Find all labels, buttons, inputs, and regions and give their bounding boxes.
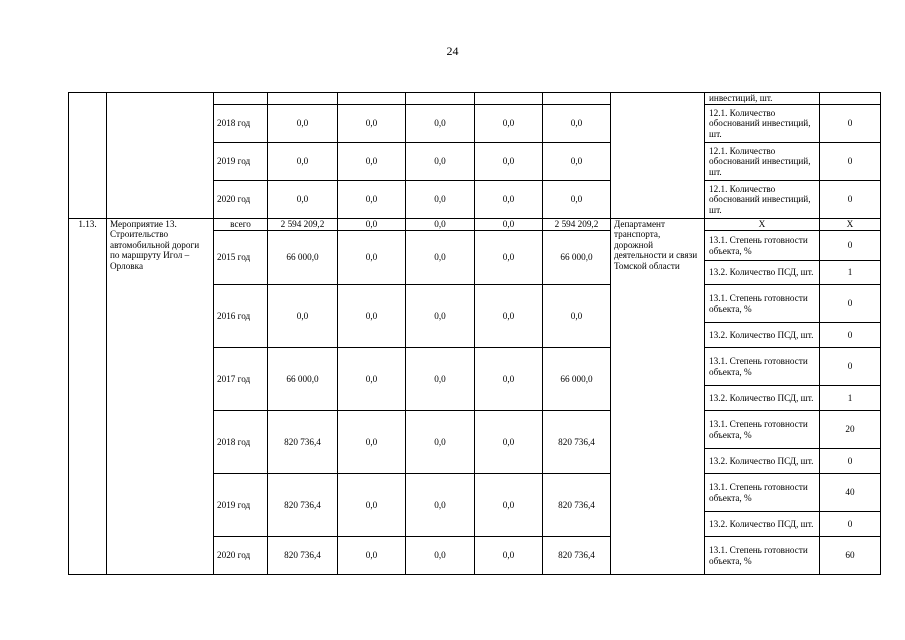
indicator-cell: 12.1. Количество обоснований инвестиций, шт.: [705, 181, 820, 219]
value-cell: 0,0: [406, 348, 475, 411]
value-cell: 0,0: [406, 105, 475, 143]
target-cell: 0: [820, 181, 881, 219]
value-cell: 0,0: [543, 105, 611, 143]
year-cell: 2017 год: [214, 348, 268, 411]
indicator-cell: 12.1. Количество обоснований инвестиций, шт.: [705, 143, 820, 181]
value-cell: 0,0: [338, 181, 406, 219]
value-cell: 820 736,4: [543, 474, 611, 537]
value-cell: 66 000,0: [543, 348, 611, 411]
value-cell: 0,0: [338, 537, 406, 575]
year-cell: 2018 год: [214, 105, 268, 143]
value-cell: 0,0: [475, 537, 543, 575]
value-cell: 0,0: [475, 219, 543, 231]
value-cell: 0,0: [268, 105, 338, 143]
indicator-cell: 13.2. Количество ПСД, шт.: [705, 323, 820, 348]
indicator-cell: 13.1. Степень готовности объекта, %: [705, 411, 820, 449]
indicator-cell: 13.2. Количество ПСД, шт.: [705, 386, 820, 411]
value-cell: 66 000,0: [268, 231, 338, 285]
value-cell: 0,0: [543, 143, 611, 181]
cont-title-cell: [107, 93, 214, 219]
value-cell: 0,0: [268, 143, 338, 181]
value-cell: 820 736,4: [543, 411, 611, 474]
value-cell: 2 594 209,2: [268, 219, 338, 231]
value-cell: 0,0: [406, 219, 475, 231]
value-cell: 66 000,0: [543, 231, 611, 285]
value-cell: 0,0: [475, 231, 543, 285]
value-cell: 0,0: [406, 474, 475, 537]
value-cell: 0,0: [475, 348, 543, 411]
target-cell: 40: [820, 474, 881, 512]
value-cell: 0,0: [543, 285, 611, 348]
target-cell: 0: [820, 231, 881, 261]
total-label: всего: [214, 219, 268, 231]
table-row: [69, 93, 881, 105]
value-cell: 0,0: [406, 411, 475, 474]
year-cell: 2020 год: [214, 537, 268, 575]
year-cell: 2019 год: [214, 474, 268, 537]
value-cell: 0,0: [338, 105, 406, 143]
indicator-cell: 13.2. Количество ПСД, шт.: [705, 512, 820, 537]
target-cell: 1: [820, 261, 881, 285]
page-number: 24: [446, 44, 459, 58]
target-cell: 0: [820, 143, 881, 181]
value-cell: 0,0: [338, 143, 406, 181]
value-cell: 0,0: [475, 411, 543, 474]
indicator-cell: 12.1. Количество обоснований инвестиций, шт.: [705, 105, 820, 143]
section-number: 1.13.: [69, 219, 107, 575]
value-cell: 0,0: [406, 143, 475, 181]
target-cell: 20: [820, 411, 881, 449]
year-cell: 2018 год: [214, 411, 268, 474]
program-table: [68, 92, 881, 575]
year-cell: 2015 год: [214, 231, 268, 285]
indicator-cell: 13.2. Количество ПСД, шт.: [705, 261, 820, 285]
value-cell: 0,0: [475, 105, 543, 143]
target-cell: 0: [820, 285, 881, 323]
target-cell: 0: [820, 449, 881, 474]
indicator-cell: 13.1. Степень готовности объекта, %: [705, 348, 820, 386]
section-executor: Департамент транспорта, дорожной деятельности и связи Томской области: [611, 219, 705, 575]
value-cell: 0,0: [406, 537, 475, 575]
value-cell: 0,0: [268, 181, 338, 219]
target-cell: 60: [820, 537, 881, 575]
year-cell: 2020 год: [214, 181, 268, 219]
indicator-cell: 13.1. Степень готовности объекта, %: [705, 537, 820, 575]
target-cell: 0: [820, 323, 881, 348]
value-cell: 820 736,4: [268, 537, 338, 575]
section-title: Мероприятие 13. Строительство автомобильной дороги по маршруту Игол – Орловка: [107, 219, 214, 575]
target-cell: 0: [820, 348, 881, 386]
value-cell: 0,0: [338, 411, 406, 474]
value-cell: 0,0: [268, 285, 338, 348]
indicator-cell: 13.2. Количество ПСД, шт.: [705, 449, 820, 474]
value-cell: 0,0: [406, 285, 475, 348]
value-cell: 0,0: [475, 285, 543, 348]
cont-executor-cell: [611, 93, 705, 219]
value-cell: 0,0: [406, 181, 475, 219]
indicator-cell: 13.1. Степень готовности объекта, %: [705, 474, 820, 512]
target-cell: Х: [820, 219, 881, 231]
value-cell: 0,0: [338, 285, 406, 348]
indicator-cell: инвестиций, шт.: [705, 93, 820, 105]
indicator-cell: 13.1. Степень готовности объекта, %: [705, 285, 820, 323]
table-row: [69, 219, 881, 231]
value-cell: 0,0: [406, 231, 475, 285]
value-cell: 0,0: [338, 231, 406, 285]
value-cell: 0,0: [338, 219, 406, 231]
target-cell: 0: [820, 105, 881, 143]
target-cell: 1: [820, 386, 881, 411]
value-cell: 0,0: [338, 474, 406, 537]
year-cell: 2016 год: [214, 285, 268, 348]
value-cell: 0,0: [543, 181, 611, 219]
year-cell: 2019 год: [214, 143, 268, 181]
value-cell: 0,0: [475, 181, 543, 219]
indicator-cell: 13.1. Степень готовности объекта, %: [705, 231, 820, 261]
cont-number-cell: [69, 93, 107, 219]
indicator-cell: Х: [705, 219, 820, 231]
value-cell: 820 736,4: [268, 474, 338, 537]
value-cell: 2 594 209,2: [543, 219, 611, 231]
target-cell: 0: [820, 512, 881, 537]
value-cell: 820 736,4: [543, 537, 611, 575]
value-cell: 820 736,4: [268, 411, 338, 474]
value-cell: 0,0: [338, 348, 406, 411]
value-cell: 0,0: [475, 143, 543, 181]
value-cell: 0,0: [475, 474, 543, 537]
value-cell: 66 000,0: [268, 348, 338, 411]
